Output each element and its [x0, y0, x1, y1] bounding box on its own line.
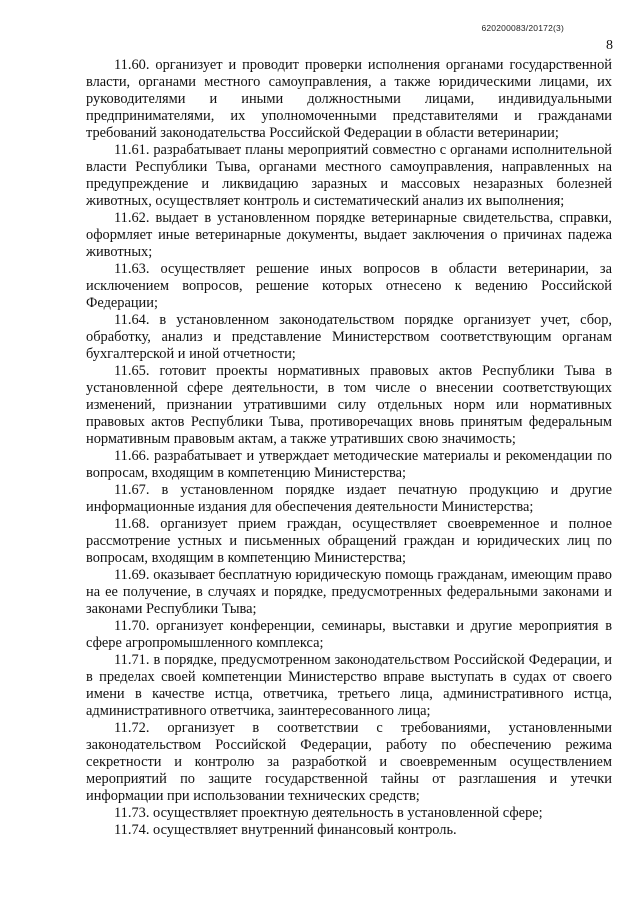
clause-11-60: 11.60. организует и проводит проверки исполнения органами государственной власти, органами местного самоуправления, а также юридическими лицами, их руководителями и иными должностными лицами, индивидуальными предпринимателями, их уполномоченными представителями и гражданами требований законодательства Российской Федерации в области ветеринарии;: [86, 57, 612, 141]
clause-11-64: 11.64. в установленном законодательством порядке организует учет, сбор, обработку, анализ и представление Министерством соответствующим органам бухгалтерской и иной отчетности;: [86, 312, 612, 362]
clause-11-67: 11.67. в установленном порядке издает печатную продукцию и другие информационные издания для обеспечения деятельности Министерства;: [86, 482, 612, 515]
clause-11-72: 11.72. организует в соответствии с требованиями, установленными законодательством Российской Федерации, работу по обеспечению режима секретности и контролю за разработкой и своевременным осуществлением мероприятий по защите государственной тайны от разглашения и утечки информации при использовании технических средств;: [86, 720, 612, 804]
clause-11-73: 11.73. осуществляет проектную деятельность в установленной сфере;: [114, 805, 543, 821]
clause-11-69: 11.69. оказывает бесплатную юридическую помощь гражданам, имеющим право на ее получение, в случаях и порядке, предусмотренных федеральными законами и законами Республики Тыва;: [86, 567, 612, 617]
clause-11-63: 11.63. осуществляет решение иных вопросов в области ветеринарии, за исключением вопросов, решение которых отнесено к ведению Российской Федерации;: [86, 261, 612, 311]
document-code: 620200083/20172(3): [481, 23, 564, 33]
clause-11-70: 11.70. организует конференции, семинары, выставки и другие мероприятия в сфере агропромышленного комплекса;: [86, 618, 612, 651]
clause-11-66: 11.66. разрабатывает и утверждает методические материалы и рекомендации по вопросам, входящим в компетенцию Министерства;: [86, 448, 612, 481]
clause-11-68: 11.68. организует прием граждан, осуществляет своевременное и полное рассмотрение устных и письменных обращений граждан и юридических лиц по вопросам, входящим в компетенцию Министерства;: [86, 516, 612, 566]
clause-11-71: 11.71. в порядке, предусмотренном законодательством Российской Федерации, и в пределах своей компетенции Министерство вправе выступать в судах от своего имени в качестве истца, ответчика, третьего лица, административного истца, административного ответчика, заинтересованного лица;: [86, 652, 612, 719]
clause-11-65: 11.65. готовит проекты нормативных правовых актов Республики Тыва в установленной сфере деятельности, в том числе о внесении соответствующих изменений, признании утратившими силу отдельных норм или нормативных правовых актов Республики Тыва, противоречащих вновь принятым федеральным нормативным правовым актам, а также утративших свою значимость;: [86, 363, 612, 447]
clause-11-62: 11.62. выдает в установленном порядке ветеринарные свидетельства, справки, оформляет иные ветеринарные документы, выдает заключения о причинах падежа животных;: [86, 210, 612, 260]
clause-11-61: 11.61. разрабатывает планы мероприятий совместно с органами исполнительной власти Республики Тыва, органами местного самоуправления, направленных на предупреждение и ликвидацию заразных и массовых незаразных болезней животных, осуществляет контроль и систематический анализ их выполнения;: [86, 142, 612, 209]
clause-11-74: 11.74. осуществляет внутренний финансовый контроль.: [114, 822, 457, 838]
document-body: [86, 57, 612, 839]
page-number: 8: [606, 38, 613, 53]
